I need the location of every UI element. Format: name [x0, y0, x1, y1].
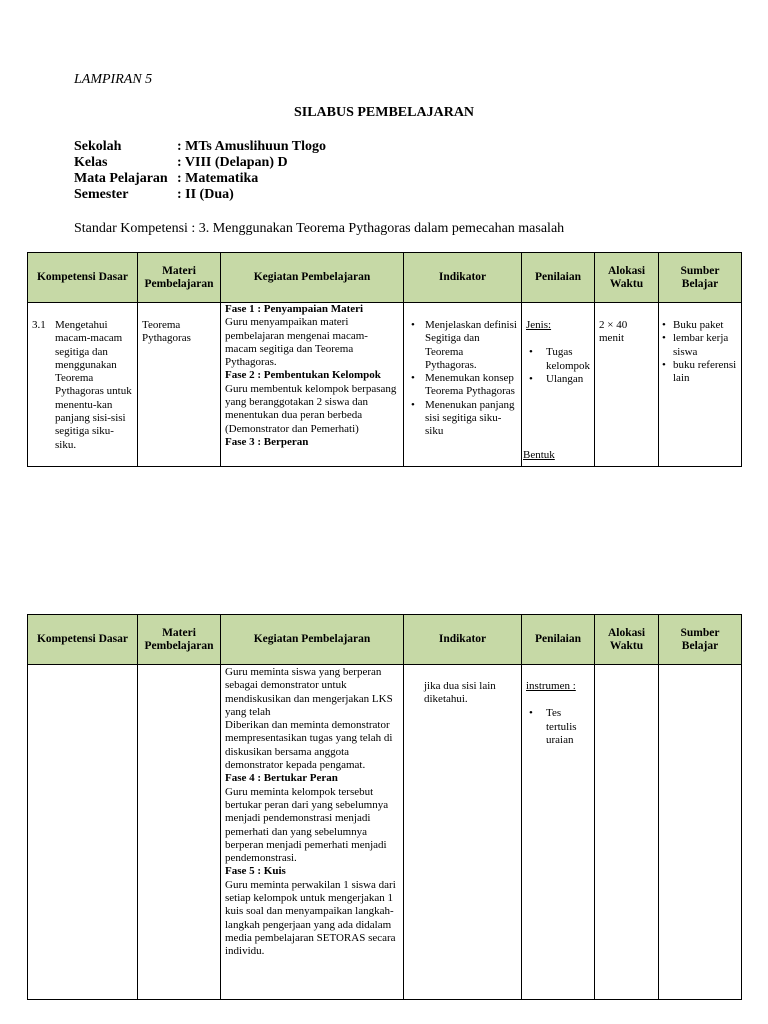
col-indikator: Indikator: [404, 253, 522, 303]
info-value: : II (Dua): [177, 187, 234, 202]
lampiran-label: LAMPIRAN 5: [74, 72, 153, 87]
penilaian-jenis: Jenis:: [526, 319, 552, 331]
indikator-list: [408, 319, 517, 439]
col-kegiatan: Kegiatan Pembelajaran: [221, 253, 404, 303]
list-item: • Tugas kelompok: [526, 346, 590, 373]
info-row-mapel: [74, 171, 326, 187]
list-item: • Menenukan panjang sisi segitiga siku-siku: [408, 399, 517, 439]
fase-2-title: Fase 2 : Pembentukan Kelompok: [225, 369, 381, 382]
fase-3-text-a: Guru meminta siswa yang berperan sebagai demonstrator untuk mendiskusikan dan mengerjakan LKS yang telah: [225, 666, 393, 718]
cell-materi: [138, 665, 221, 1000]
syllabus-table-2: [27, 614, 742, 1000]
info-value: : Matematika: [177, 171, 259, 186]
cell-sumber: [659, 665, 742, 1000]
table-header-row: [28, 253, 742, 303]
col-sumber: Sumber Belajar: [659, 615, 742, 665]
penilaian-list: [526, 346, 590, 386]
table-header-row: [28, 615, 742, 665]
cell-sumber: [659, 303, 742, 467]
col-alokasi: Alokasi Waktu: [595, 615, 659, 665]
penilaian-instrumen: instrumen :: [526, 680, 576, 692]
info-value: : VIII (Delapan) D: [177, 155, 288, 170]
list-item: • Buku paket: [659, 319, 737, 332]
cell-penilaian: [522, 665, 595, 1000]
col-sumber: Sumber Belajar: [659, 253, 742, 303]
sumber-list: [659, 319, 737, 385]
syllabus-table-1: [27, 252, 742, 467]
cell-kegiatan: [221, 303, 404, 467]
indikator-continued: jika dua sisi lain diketahui.: [424, 680, 496, 706]
document-title: SILABUS PEMBELAJARAN: [293, 105, 475, 120]
col-materi: Materi Pembelajaran: [138, 615, 221, 665]
col-penilaian: Penilaian: [522, 615, 595, 665]
cell-indikator: [404, 303, 522, 467]
col-penilaian: Penilaian: [522, 253, 595, 303]
col-kompetensi-dasar: Kompetensi Dasar: [28, 253, 138, 303]
standar-kompetensi: Standar Kompetensi : 3. Menggunakan Teorema Pythagoras dalam pemecahan masalah: [74, 221, 565, 236]
table-row: [28, 665, 742, 1000]
info-row-semester: [74, 187, 326, 203]
fase-5-title: Fase 5 : Kuis: [225, 865, 286, 878]
fase-4-title: Fase 4 : Bertukar Peran: [225, 772, 338, 785]
info-row-sekolah: [74, 139, 326, 155]
kd-number: 3.1: [32, 319, 46, 331]
list-item: • Menemukan konsep Teorema Pythagoras: [408, 372, 517, 399]
info-label: Kelas: [74, 155, 108, 170]
col-alokasi: Alokasi Waktu: [595, 253, 659, 303]
info-label: Sekolah: [74, 139, 122, 154]
list-item: • Ulangan: [526, 373, 590, 386]
cell-alokasi: [595, 665, 659, 1000]
fase-4-text: Guru meminta kelompok tersebut bertukar peran dari yang sebelumnya menjadi pendemonstrasi menjadi pemerhati dan yang sebelumnya berperan menjadi pemerhati menjadi pendemonstrasi.: [225, 785, 389, 865]
fase-1-text: Guru menyampaikan materi pembelajaran mengenai macam-macam segitiga dan Teorema Pythagoras.: [225, 316, 368, 369]
identity-block: [74, 139, 326, 203]
cell-kompetensi-dasar: [28, 665, 138, 1000]
cell-penilaian: [522, 303, 595, 467]
table-row: [28, 303, 742, 467]
fase-5-text: Guru meminta perwakilan 1 siswa dari setiap kelompok untuk mengerjakan 1 kuis soal dan menyampaikan langkah-langkah pengerjaan yang ada didalam media pembelajaran SETORAS secara individu.: [225, 878, 396, 958]
col-materi: Materi Pembelajaran: [138, 253, 221, 303]
list-item: • lembar kerja siswa: [659, 332, 737, 359]
cell-kompetensi-dasar: [28, 303, 138, 467]
list-item: • Tes tertulis uraian: [526, 707, 590, 747]
fase-2-text: Guru membentuk kelompok berpasang yang beranggotakan 2 siswa dan menentukan dua peran berbeda (Demonstrator dan Pemerhati): [225, 382, 397, 435]
cell-indikator: [404, 665, 522, 1000]
info-row-kelas: [74, 155, 326, 171]
fase-3-title: Fase 3 : Berperan: [225, 435, 309, 448]
alokasi-text: 2 × 40 menit: [599, 319, 628, 345]
list-item: • buku referensi lain: [659, 359, 737, 386]
cell-kegiatan: [221, 665, 404, 1000]
info-value: : MTs Amuslihuun Tlogo: [177, 139, 327, 154]
info-label: Semester: [74, 187, 129, 202]
materi-text: Teorema Pythagoras: [142, 319, 191, 345]
penilaian-list: [526, 707, 590, 747]
col-indikator: Indikator: [404, 615, 522, 665]
fase-1-title: Fase 1 : Penyampaian Materi: [225, 303, 364, 315]
penilaian-bentuk: Bentuk: [523, 448, 555, 461]
col-kompetensi-dasar: Kompetensi Dasar: [28, 615, 138, 665]
col-kegiatan: Kegiatan Pembelajaran: [221, 615, 404, 665]
cell-materi: [138, 303, 221, 467]
list-item: • Menjelaskan definisi Segitiga dan Teorema Pythagoras.: [408, 319, 517, 372]
cell-alokasi: [595, 303, 659, 467]
info-label: Mata Pelajaran: [74, 171, 168, 186]
fase-3-text-b: Diberikan dan meminta demonstrator mempresentasikan tugas yang telah di diskusikan bersama anggota demonstrator kepada pengamat.: [225, 719, 393, 772]
kd-text: Mengetahui macam-macam segitiga dan menggunakan Teorema Pythagoras untuk menentu-kan panjang sisi-sisi segitiga siku-siku.: [55, 319, 132, 451]
